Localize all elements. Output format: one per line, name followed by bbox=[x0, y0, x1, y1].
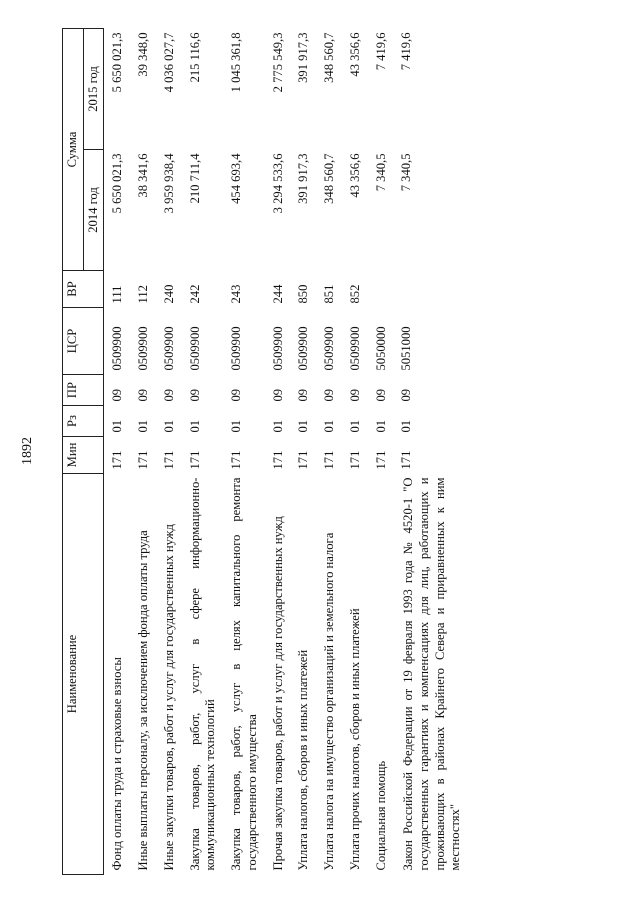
row-value-2015: 5 650 021,3 bbox=[110, 32, 125, 93]
row-pr: 09 bbox=[270, 388, 285, 402]
row-name: Прочая закупка товаров, работ и услуг для государственных нужд bbox=[270, 516, 285, 871]
row-min: 171 bbox=[296, 450, 311, 470]
table-row bbox=[104, 29, 130, 875]
row-rz: 01 bbox=[270, 419, 285, 433]
row-csr: 0509900 bbox=[296, 326, 311, 371]
row-vr bbox=[368, 271, 394, 308]
row-value-2015: 215 116,6 bbox=[187, 32, 202, 83]
row-rz: 01 bbox=[161, 419, 176, 433]
table-row bbox=[290, 29, 316, 875]
row-value-2014: 43 356,6 bbox=[347, 153, 362, 198]
row-min: 171 bbox=[347, 450, 362, 470]
row-value-2014: 7 340,5 bbox=[399, 153, 414, 192]
row-name: Иные закупки товаров, работ и услуг для государственных нужд bbox=[161, 524, 176, 871]
row-pr: 09 bbox=[161, 388, 176, 402]
row-csr: 0509900 bbox=[110, 326, 125, 371]
row-name: Закупка товаров, работ, услуг в сфере информационно-коммуникационных технологий bbox=[187, 477, 218, 871]
page-number: 1892 bbox=[20, 437, 35, 465]
row-vr: 244 bbox=[270, 284, 285, 304]
row-vr: 852 bbox=[347, 284, 362, 304]
row-csr: 0509900 bbox=[136, 326, 151, 371]
table-row bbox=[156, 29, 182, 875]
row-vr: 240 bbox=[161, 284, 176, 304]
row-min: 171 bbox=[110, 450, 125, 470]
header-min: Мин bbox=[63, 437, 104, 474]
row-vr: 850 bbox=[296, 284, 311, 304]
row-csr: 0509900 bbox=[161, 326, 176, 371]
row-min: 171 bbox=[373, 450, 388, 470]
row-name: Социальная помощь bbox=[373, 760, 388, 871]
row-value-2014: 348 560,7 bbox=[322, 153, 337, 204]
row-value-2014: 454 693,4 bbox=[229, 153, 244, 204]
row-pr: 09 bbox=[296, 388, 311, 402]
row-value-2015: 4 036 027,7 bbox=[161, 32, 176, 93]
row-value-2015: 43 356,6 bbox=[347, 32, 362, 77]
row-value-2014: 5 650 021,3 bbox=[110, 153, 125, 214]
row-min: 171 bbox=[161, 450, 176, 470]
row-value-2014: 3 959 938,4 bbox=[161, 153, 176, 214]
row-csr: 5051000 bbox=[399, 326, 414, 371]
row-rz: 01 bbox=[110, 419, 125, 433]
row-value-2014: 391 917,3 bbox=[296, 153, 311, 204]
row-value-2015: 391 917,3 bbox=[296, 32, 311, 83]
table-row bbox=[182, 29, 223, 875]
row-min: 171 bbox=[229, 450, 244, 470]
row-value-2014: 210 711,4 bbox=[187, 153, 202, 204]
header-row-1 bbox=[63, 29, 84, 875]
row-value-2014: 3 294 533,6 bbox=[270, 153, 285, 214]
row-pr: 09 bbox=[187, 388, 202, 402]
row-rz: 01 bbox=[229, 419, 244, 433]
table-header bbox=[63, 29, 104, 875]
row-pr: 09 bbox=[322, 388, 337, 402]
row-vr: 111 bbox=[110, 285, 125, 304]
row-pr: 09 bbox=[399, 388, 414, 402]
row-pr: 09 bbox=[229, 388, 244, 402]
row-csr: 5050000 bbox=[373, 326, 388, 371]
row-vr: 242 bbox=[187, 284, 202, 304]
table-row bbox=[342, 29, 368, 875]
header-vr: ВР bbox=[63, 271, 104, 308]
row-value-2014: 38 341,6 bbox=[136, 153, 151, 198]
row-value-2015: 1 045 361,8 bbox=[229, 32, 244, 93]
table-body bbox=[104, 29, 468, 875]
row-rz: 01 bbox=[187, 419, 202, 433]
row-min: 171 bbox=[322, 450, 337, 470]
header-2015: 2015 год bbox=[83, 29, 104, 150]
header-name: Наименование bbox=[63, 474, 104, 875]
table-row bbox=[130, 29, 156, 875]
row-value-2015: 7 419,6 bbox=[399, 32, 414, 71]
row-min: 171 bbox=[136, 450, 151, 470]
table-row bbox=[316, 29, 342, 875]
header-rz: Рз bbox=[63, 406, 104, 437]
budget-table bbox=[62, 28, 468, 875]
row-name: Уплата налогов, сборов и иных платежей bbox=[296, 649, 311, 871]
row-name: Фонд оплаты труда и страховые взносы bbox=[110, 657, 125, 871]
row-pr: 09 bbox=[347, 388, 362, 402]
header-pr: ПР bbox=[63, 375, 104, 406]
row-vr: 243 bbox=[229, 284, 244, 304]
row-pr: 09 bbox=[373, 388, 388, 402]
header-2014: 2014 год bbox=[83, 150, 104, 271]
row-value-2015: 2 775 549,3 bbox=[270, 32, 285, 93]
row-rz: 01 bbox=[399, 419, 414, 433]
row-vr: 851 bbox=[322, 284, 337, 304]
row-name: Закупка товаров, работ, услуг в целях капитального ремонта государственного имущества bbox=[229, 477, 259, 871]
row-value-2014: 7 340,5 bbox=[373, 153, 388, 192]
row-min: 171 bbox=[187, 450, 202, 470]
row-min: 171 bbox=[270, 450, 285, 470]
row-vr: 112 bbox=[136, 285, 151, 304]
row-csr: 0509900 bbox=[322, 326, 337, 371]
row-value-2015: 39 348,0 bbox=[136, 32, 151, 77]
row-rz: 01 bbox=[373, 419, 388, 433]
table-row bbox=[223, 29, 264, 875]
row-name: Уплата прочих налогов, сборов и иных платежей bbox=[347, 608, 362, 871]
table-row bbox=[265, 29, 291, 875]
row-value-2015: 7 419,6 bbox=[373, 32, 388, 71]
row-rz: 01 bbox=[347, 419, 362, 433]
row-csr: 0509900 bbox=[229, 326, 244, 371]
row-value-2015: 348 560,7 bbox=[322, 32, 337, 83]
row-pr: 09 bbox=[136, 388, 151, 402]
row-name: Иные выплаты персоналу, за исключением фонда оплаты труда bbox=[136, 530, 151, 871]
row-name: Уплата налога на имущество организаций и земельного налога bbox=[322, 532, 337, 871]
table-row bbox=[368, 29, 394, 875]
row-csr: 0509900 bbox=[347, 326, 362, 371]
row-csr: 0509900 bbox=[187, 326, 202, 371]
row-pr: 09 bbox=[110, 388, 125, 402]
row-min: 171 bbox=[399, 450, 414, 470]
row-csr: 0509900 bbox=[270, 326, 285, 371]
row-rz: 01 bbox=[296, 419, 311, 433]
row-rz: 01 bbox=[322, 419, 337, 433]
header-sum: Сумма bbox=[63, 29, 84, 271]
header-csr: ЦСР bbox=[63, 308, 104, 375]
table-row bbox=[393, 29, 468, 875]
row-rz: 01 bbox=[136, 419, 151, 433]
row-name: Закон Российской Федерации от 19 февраля 1993 года № 4520-1 "О государственных гарантиях и компенсациях для лиц, работающих и проживающих в районах Крайнего Севера и приравненных к ним местностях" bbox=[401, 477, 463, 871]
row-vr bbox=[393, 271, 468, 308]
